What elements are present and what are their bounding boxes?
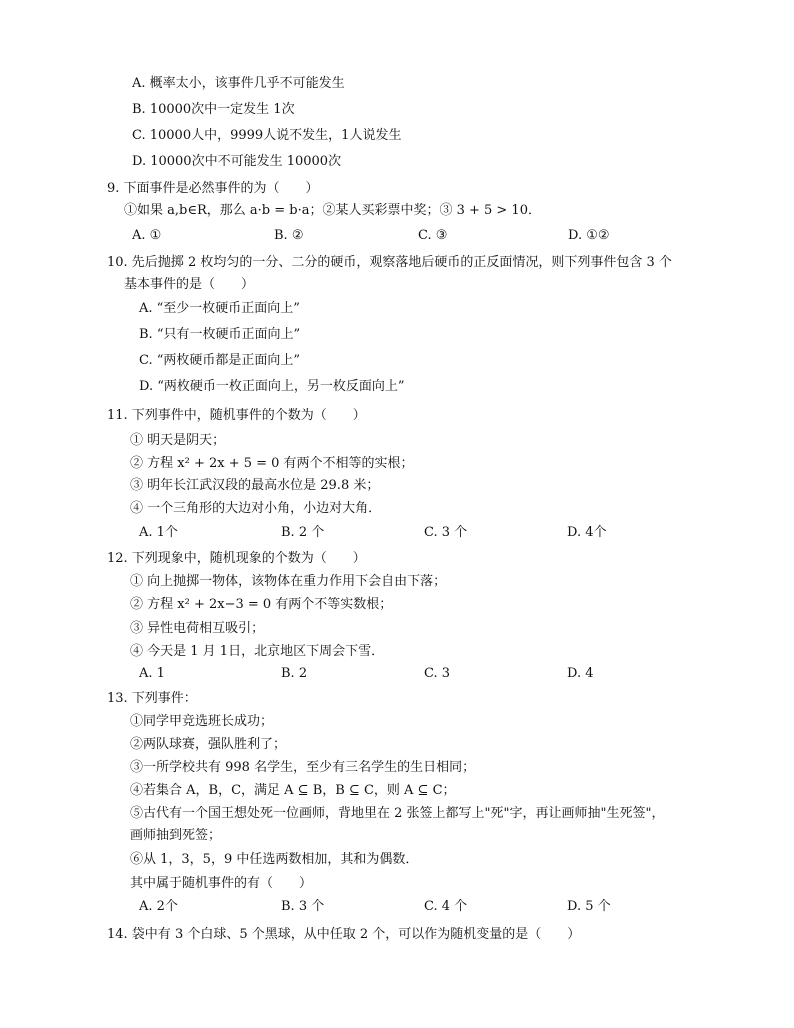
q13-item-5: ⑤古代有一个国王想处死一位画师，背地里在 2 张签上都写上"死"字，再让画师抽"生死签"， bbox=[130, 806, 665, 821]
q9-detail: ①如果 a,b∈R，那么 a·b = b·a；②某人买彩票中奖；③ 3 + 5 > 10． bbox=[124, 203, 541, 218]
q13-stem: 13. 下列事件： bbox=[107, 691, 197, 706]
q11-option-d: D. 4个 bbox=[567, 525, 607, 540]
q11-item-2: ② 方程 x² + 2x + 5 = 0 有两个不相等的实根； bbox=[130, 456, 414, 471]
q10-option-b: B. “只有一枚硬币正面向上” bbox=[139, 327, 301, 342]
prev-option-a: A. 概率太小，该事件几乎不可能发生 bbox=[132, 76, 345, 91]
q12-option-d: D. 4 bbox=[567, 666, 594, 681]
q13-item-5-continued: 画师抽到死签； bbox=[130, 828, 222, 843]
q13-item-6: ⑥从 1，3，5，9 中任选两数相加，其和为偶数． bbox=[130, 852, 419, 867]
q11-stem: 11. 下列事件中，随机事件的个数为（ ） bbox=[107, 408, 366, 423]
prev-option-c: C. 10000人中，9999人说不发生，1人说发生 bbox=[132, 128, 402, 143]
q13-option-b: B. 3 个 bbox=[281, 899, 325, 914]
q9-option-b: B. ② bbox=[274, 228, 304, 243]
q13-question: 其中属于随机事件的有（ ） bbox=[130, 876, 313, 891]
q13-item-2: ②两队球赛，强队胜利了； bbox=[130, 737, 287, 752]
q11-option-a: A. 1个 bbox=[139, 525, 178, 540]
q9-stem: 9. 下面事件是必然事件的为（ ） bbox=[107, 181, 319, 196]
q9-option-c: C. ③ bbox=[418, 228, 448, 243]
q11-item-1: ① 明天是阴天； bbox=[130, 433, 226, 448]
prev-option-d: D. 10000次中不可能发生 10000次 bbox=[132, 154, 342, 169]
q13-option-a: A. 2个 bbox=[139, 899, 178, 914]
q10-option-a: A. “至少一枚硬币正面向上” bbox=[139, 301, 300, 316]
q14-stem: 14. 袋中有 3 个白球、5 个黑球，从中任取 2 个，可以作为随机变量的是（ ） bbox=[107, 927, 581, 942]
q13-item-1: ①同学甲竞选班长成功； bbox=[130, 714, 274, 729]
q13-item-4: ④若集合 A，B，C，满足 A ⊆ B，B ⊆ C，则 A ⊆ C； bbox=[130, 783, 456, 798]
q9-option-a: A. ① bbox=[132, 228, 162, 243]
q11-option-b: B. 2 个 bbox=[281, 525, 325, 540]
q13-option-d: D. 5 个 bbox=[567, 899, 611, 914]
q12-item-3: ③ 异性电荷相互吸引； bbox=[130, 621, 265, 636]
q13-option-c: C. 4 个 bbox=[424, 899, 468, 914]
q11-item-3: ③ 明年长江武汉段的最高水位是 29.8 米； bbox=[130, 478, 380, 493]
q12-item-4: ④ 今天是 1 月 1日，北京地区下周会下雪． bbox=[130, 644, 385, 659]
q10-option-c: C. “两枚硬币都是正面向上” bbox=[139, 353, 301, 368]
prev-option-b: B. 10000次中一定发生 1次 bbox=[132, 102, 295, 117]
q12-option-b: B. 2 bbox=[281, 666, 308, 681]
q12-stem: 12. 下列现象中，随机现象的个数为（ ） bbox=[107, 551, 366, 566]
q12-option-a: A. 1 bbox=[139, 666, 165, 681]
q10-stem: 10. 先后抛掷 2 枚均匀的一分、二分的硬币，观察落地后硬币的正反面情况，则下列事件包含 3 个 bbox=[107, 255, 672, 270]
q10-stem-continued: 基本事件的是（ ） bbox=[124, 277, 255, 292]
q12-item-2: ② 方程 x² + 2x−3 = 0 有两个不等实数根； bbox=[130, 597, 393, 612]
q12-option-c: C. 3 bbox=[424, 666, 451, 681]
q11-item-4: ④ 一个三角形的大边对小角，小边对大角． bbox=[130, 501, 382, 516]
q12-item-1: ① 向上抛掷一物体，该物体在重力作用下会自由下落； bbox=[130, 574, 447, 589]
q9-option-d: D. ①② bbox=[568, 228, 610, 243]
q13-item-3: ③一所学校共有 998 名学生，至少有三名学生的生日相同； bbox=[130, 760, 476, 775]
q10-option-d: D. “两枚硬币一枚正面向上，另一枚反面向上” bbox=[139, 379, 405, 394]
q11-option-c: C. 3 个 bbox=[424, 525, 468, 540]
